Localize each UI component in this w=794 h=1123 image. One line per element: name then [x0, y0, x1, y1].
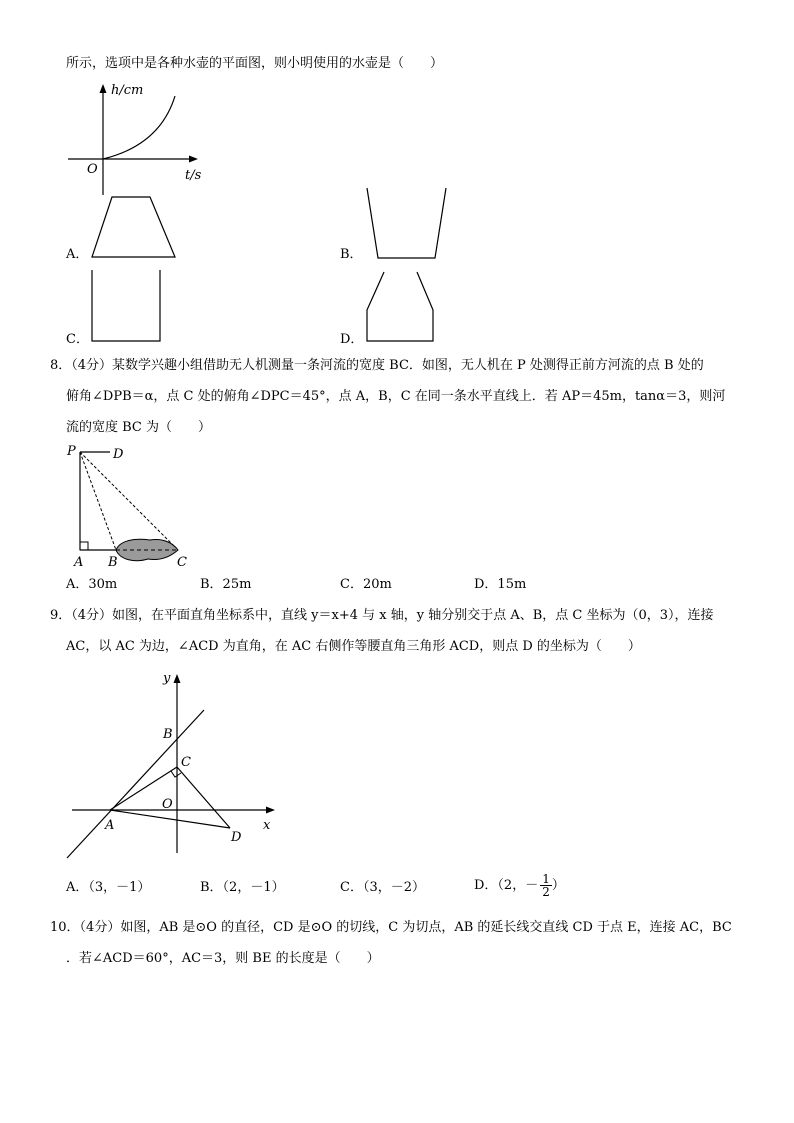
q9-option-b[interactable]: B．（2，－1）	[200, 880, 285, 895]
q9-y-arrow	[174, 674, 181, 683]
q8-label-c: C	[177, 555, 187, 570]
q9-right-angle-mark	[171, 771, 181, 777]
q8-option-a[interactable]: A．30m	[66, 577, 118, 592]
q10-stem-line-2: ．若∠ACD＝60°，AC＝3，则 BE 的长度是（ ）	[66, 951, 380, 966]
q7-stem: 所示，选项中是各种水壶的平面图，则小明使用的水壶是（ ）	[66, 56, 444, 71]
q8-label-p: P	[67, 444, 76, 459]
q7-option-b-label[interactable]: B．	[340, 247, 363, 262]
q9-label-d: D	[231, 830, 242, 845]
q10-stem-line-1: 10．（4分）如图，AB 是⊙O 的直径，CD 是⊙O 的切线，C 为切点，AB 的延长线交直线 CD 于点 E，连接 AC，BC	[50, 920, 732, 935]
q7-y-label: h/cm	[111, 83, 144, 98]
q9-option-d-denominator: 2	[542, 885, 550, 899]
q9-segment-cd	[177, 767, 230, 828]
q8-option-d[interactable]: D．15m	[474, 577, 527, 592]
q7-origin-label: O	[87, 162, 98, 177]
q9-option-d-prefix: D．（2，－	[474, 878, 539, 893]
q9-label-a: A	[105, 818, 115, 833]
q9-option-d-suffix: ）	[551, 878, 565, 893]
q7-option-a-label[interactable]: A．	[66, 247, 89, 262]
q9-line-ab	[67, 710, 204, 858]
q8-stem-line-1: 8．（4分）某数学兴趣小组借助无人机测量一条河流的宽度 BC．如图，无人机在 P 处测得正前方河流的点 B 处的	[50, 358, 704, 373]
q9-label-x: x	[263, 818, 271, 833]
q8-stem-line-3: 流的宽度 BC 为（ ）	[66, 420, 212, 435]
q9-option-c[interactable]: C．（3，－2）	[340, 880, 425, 895]
q9-label-b: B	[163, 727, 173, 742]
q9-option-d-numerator: 1	[542, 872, 550, 886]
q8-option-b[interactable]: B．25m	[200, 577, 252, 592]
q8-label-d: D	[113, 447, 124, 462]
q9-stem-line-1: 9．（4分）如图，在平面直角坐标系中，直线 y＝x+4 与 x 轴，y 轴分别交于点 A、B，点 C 坐标为（0，3），连接	[50, 608, 714, 623]
q7-option-d-label[interactable]: D．	[340, 332, 364, 347]
q8-label-a: A	[74, 555, 84, 570]
q9-segment-ad	[110, 810, 230, 828]
q9-option-a[interactable]: A．（3，－1）	[66, 880, 151, 895]
q7-x-label: t/s	[185, 168, 202, 183]
q9-option-d[interactable]	[474, 871, 565, 901]
q9-x-arrow	[266, 807, 275, 814]
q9-label-c: C	[181, 755, 191, 770]
q9-label-y: y	[163, 671, 171, 686]
q7-option-c-label[interactable]: C．	[66, 332, 89, 347]
q8-option-c[interactable]: C．20m	[340, 577, 392, 592]
q9-option-d-fraction	[540, 873, 552, 898]
q8-label-b: B	[108, 555, 118, 570]
q9-label-o: O	[162, 797, 173, 812]
q9-stem-line-2: AC，以 AC 为边，∠ACD 为直角，在 AC 右侧作等腰直角三角形 ACD，则点 D 的坐标为（ ）	[66, 639, 641, 654]
q8-stem-line-2: 俯角∠DPB＝α，点 C 处的俯角∠DPC＝45°，点 A，B，C 在同一条水平直线上．若 AP＝45m，tanα＝3，则河	[66, 389, 726, 404]
